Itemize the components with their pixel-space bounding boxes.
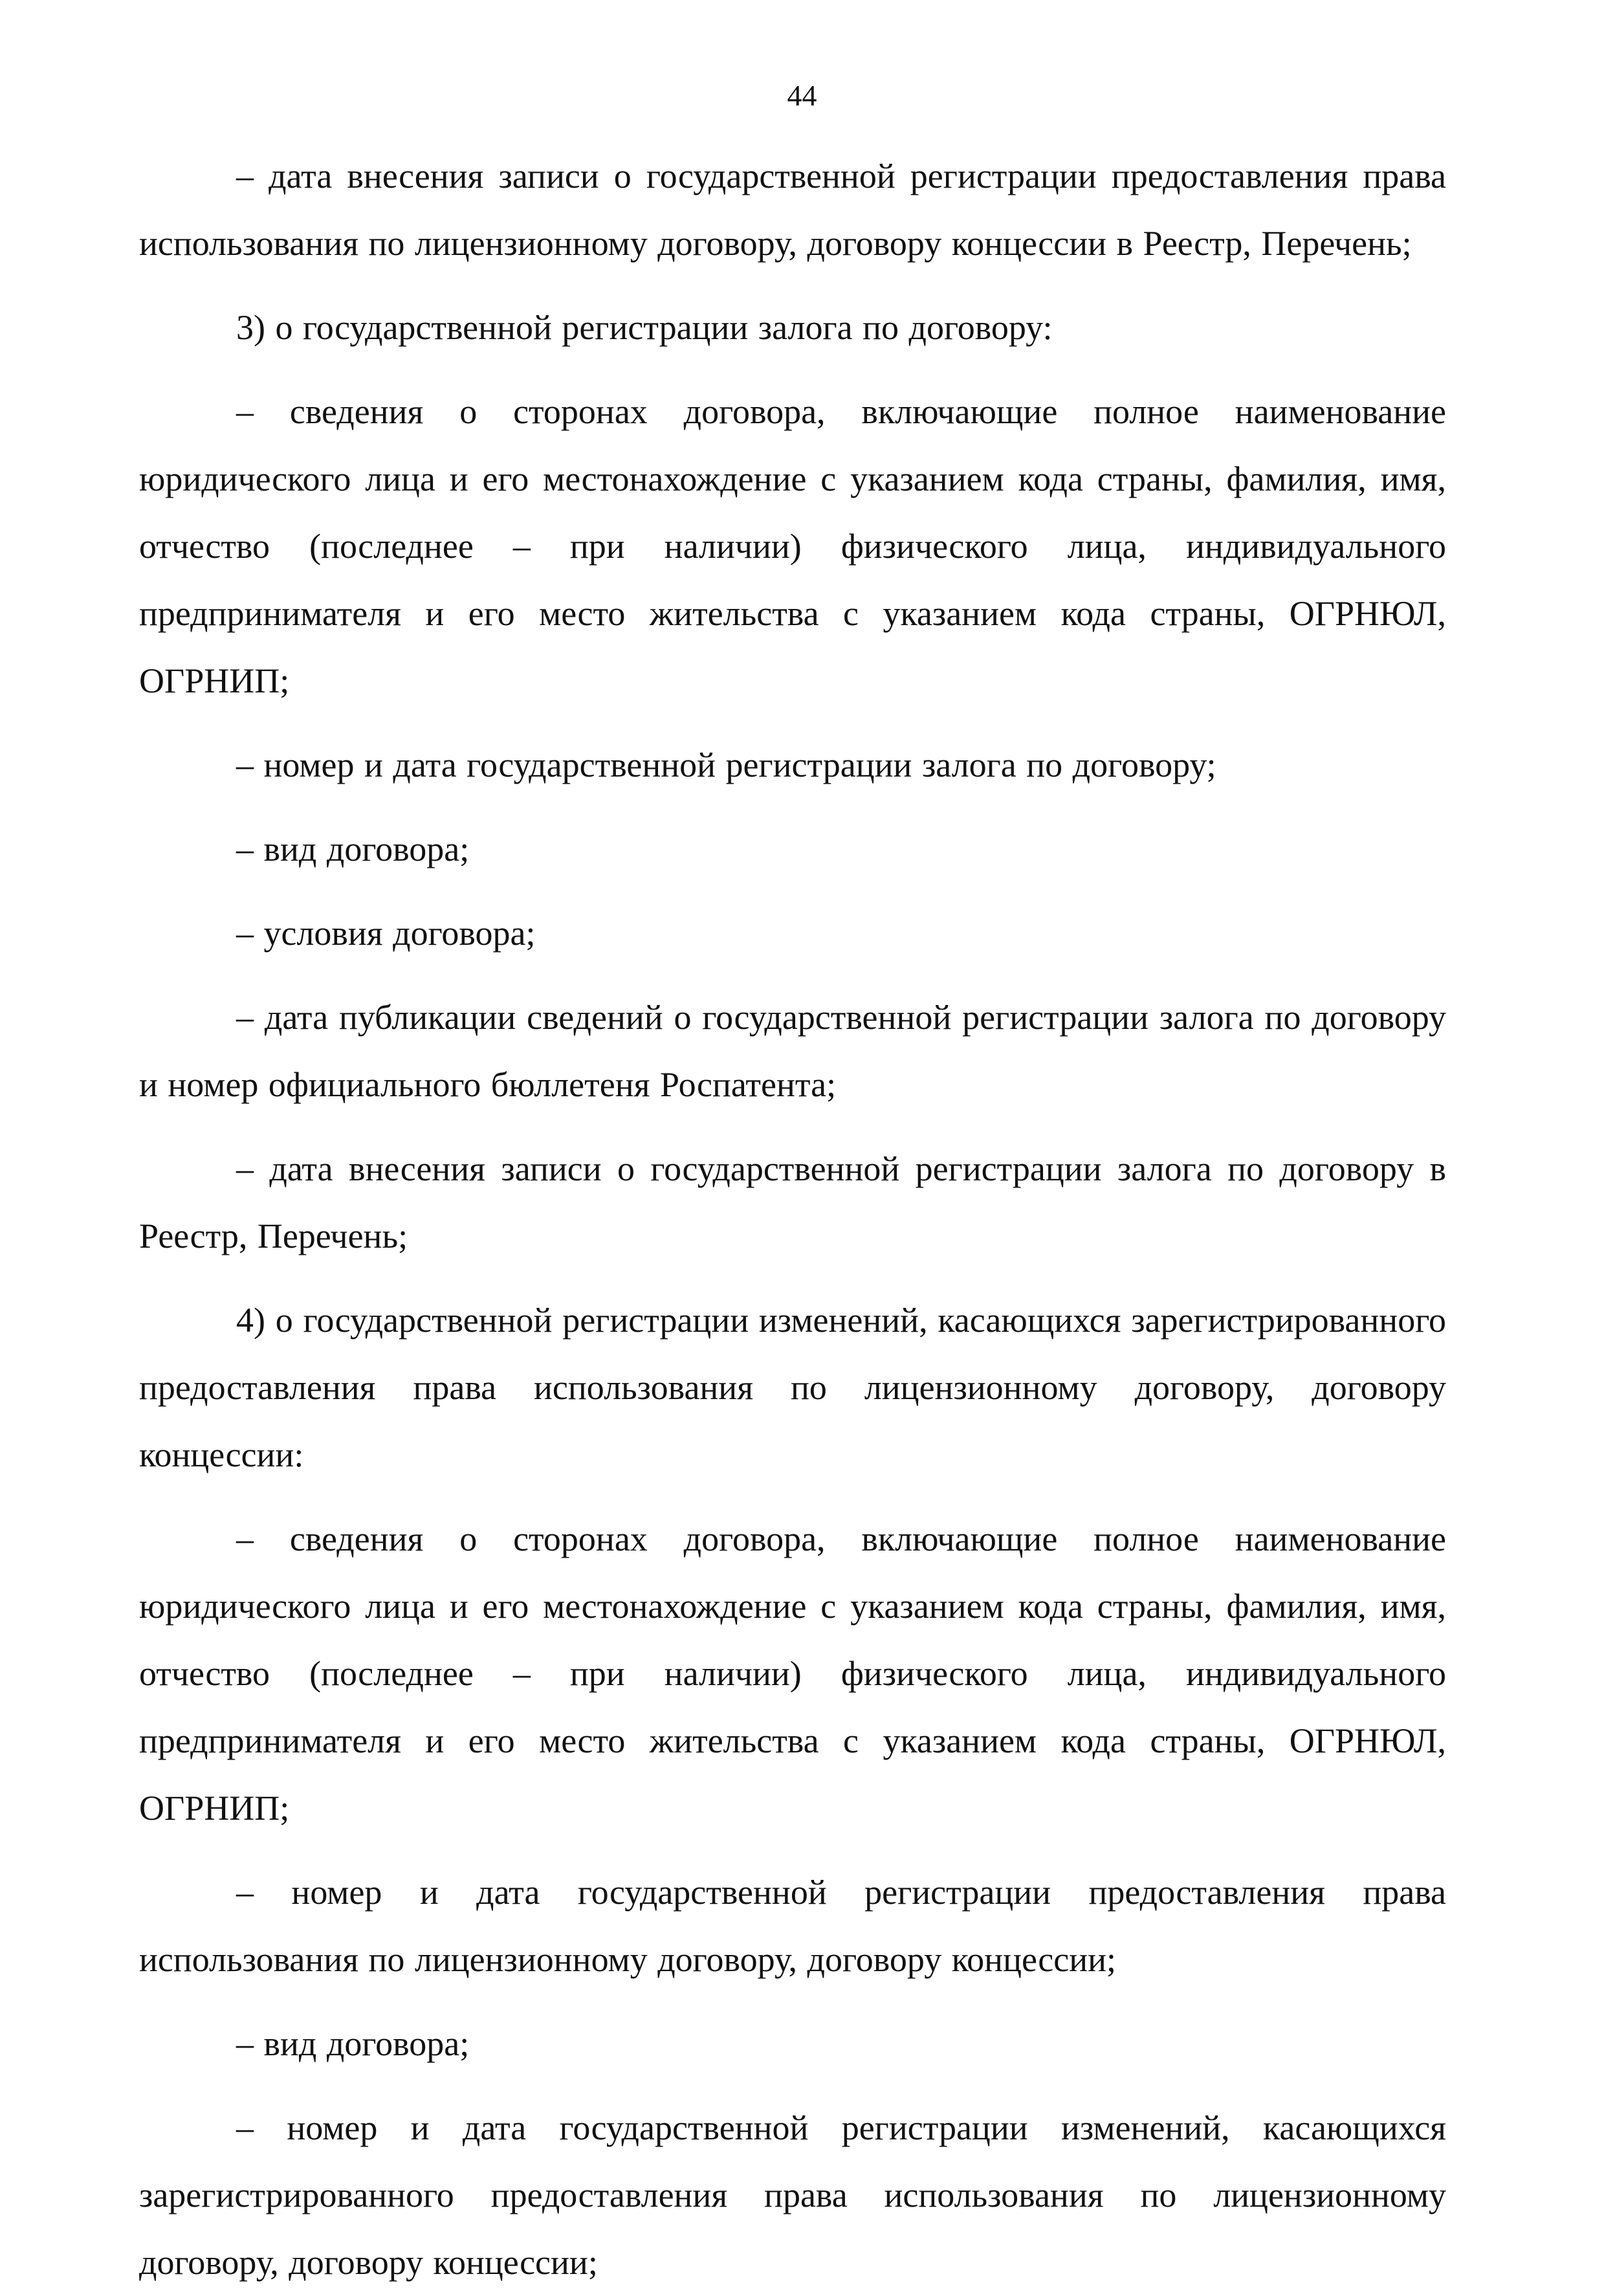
paragraph-13: – номер и дата государственной регистрации изменений, касающихся зарегистрированного предоставления права использования по лицензионному договору, договору концессии; xyxy=(139,2108,1446,2282)
paragraph-1: – дата внесения записи о государственной регистрации предоставления права использования по лицензионному договору, договору концессии в Реестр, Перечень; xyxy=(139,157,1446,263)
paragraph-11: – номер и дата государственной регистрации предоставления права использования по лицензионному договору, договору концессии; xyxy=(139,1873,1446,1979)
document-body xyxy=(139,142,1446,2296)
paragraph-12: – вид договора; xyxy=(236,2024,470,2063)
page-number: 44 xyxy=(787,79,817,112)
paragraph-7: – дата публикации сведений о государственной регистрации залога по договору и номер официального бюллетеня Роспатента; xyxy=(139,998,1446,1104)
paragraph-2: 3) о государственной регистрации залога по договору: xyxy=(236,308,1053,347)
paragraph-4: – номер и дата государственной регистрации залога по договору; xyxy=(236,745,1216,784)
paragraph-3: – сведения о сторонах договора, включающие полное наименование юридического лица и его местонахождение с указанием кода страны, фамилия, имя, отчество (последнее – при наличии) физического лица, индивидуального предпринимателя и его место жительства с указанием кода страны, ОГРНЮЛ, ОГРНИП; xyxy=(139,392,1446,700)
paragraph-6: – условия договора; xyxy=(236,914,536,953)
paragraph-5: – вид договора; xyxy=(236,830,470,868)
paragraph-10: – сведения о сторонах договора, включающие полное наименование юридического лица и его местонахождение с указанием кода страны, фамилия, имя, отчество (последнее – при наличии) физического лица, индивидуального предпринимателя и его место жительства с указанием кода страны, ОГРНЮЛ, ОГРНИП; xyxy=(139,1519,1446,1827)
paragraph-8: – дата внесения записи о государственной регистрации залога по договору в Реестр, Перечень; xyxy=(139,1149,1446,1255)
paragraph-9: 4) о государственной регистрации изменений, касающихся зарегистрированного предоставления права использования по лицензионному договору, договору концессии: xyxy=(139,1301,1446,1474)
